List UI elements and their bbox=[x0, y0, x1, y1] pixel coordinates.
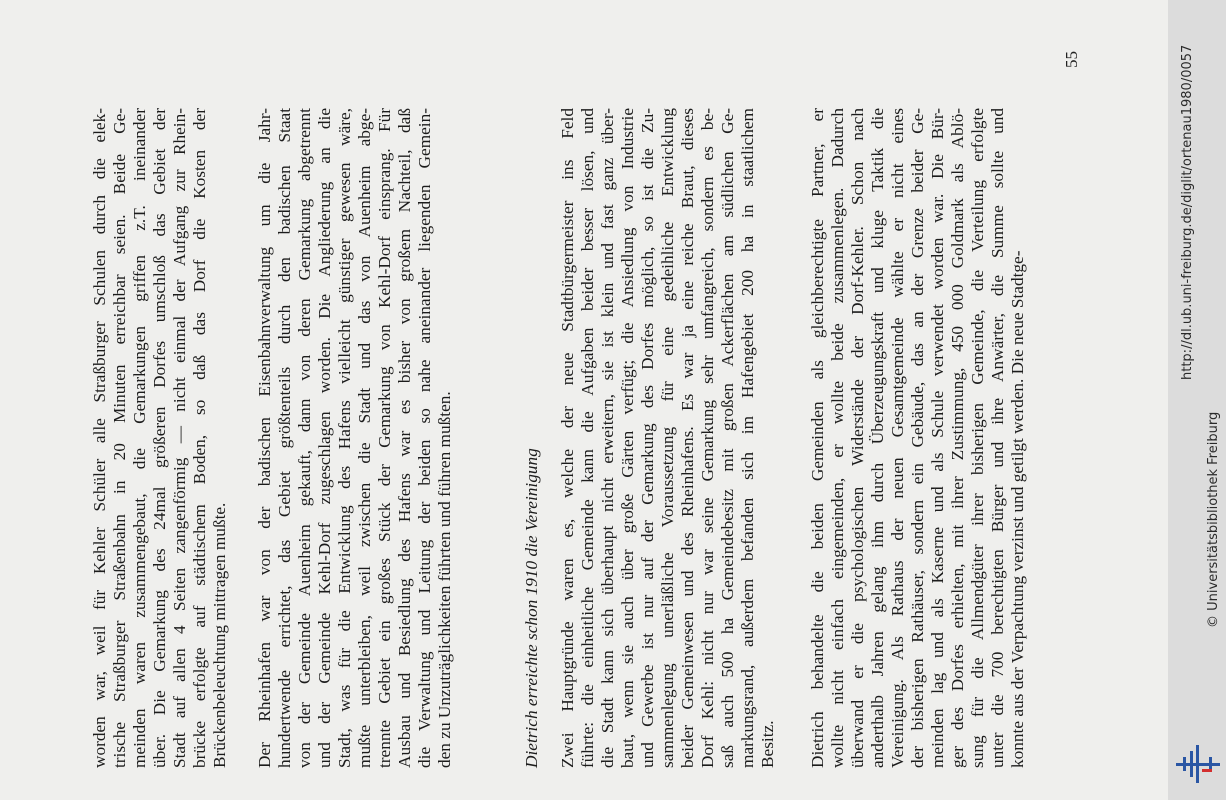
text-line: brücke erfolgte auf städtischem Boden, so daß das Dorf die Kosten der bbox=[190, 108, 209, 768]
text-line: baut, wenn sie auch über große Gärten verfügt; die Ansiedlung von Industrie bbox=[618, 108, 637, 768]
text-line: Dietrich behandelte die beiden Gemeinden als gleichberechtigte Partner, er bbox=[808, 108, 827, 768]
text-line: wollte nicht einfach eingemeinden, er wollte beide zusammenlegen. Dadurch bbox=[828, 108, 847, 768]
text-line: der bisherigen Rathäuser, sondern ein Gebäude, das an der Grenze beider Ge- bbox=[908, 108, 927, 768]
text-line: Stadt auf allen 4 Seiten zangenförmig — nicht einmal der Aufgang zur Rhein- bbox=[170, 108, 189, 768]
text-line: hundertwende errichtet, das Gebiet größtenteils durch den badischen Staat bbox=[275, 108, 294, 768]
text-line: ger des Dorfes erhielten, mit ihrer Zustimmung, 450 000 Goldmark als Ablö- bbox=[948, 108, 967, 768]
text-line: anderthalb Jahren gelang ihm durch Überzeugungskraft und kluge Taktik die bbox=[868, 108, 887, 768]
text-line: überwand er die psychologischen Widerstände der Dorf-Kehler. Schon nach bbox=[848, 108, 867, 768]
text-line: Ausbau und Besiedlung des Hafens war es bisher von großem Nachteil, daß bbox=[395, 108, 414, 768]
section-heading-text: Dietrich erreichte schon 1910 die Vereinigung bbox=[522, 448, 541, 768]
text-line: die Stadt kann sich überhaupt nicht erweitern, sie ist klein und fast ganz über- bbox=[598, 108, 617, 768]
text-line: Zwei Hauptgründe waren es, welche der neue Stadtbürgermeister ins Feld bbox=[558, 108, 577, 768]
text-line: führte: die einheitliche Gemeinde kann die Aufgaben beider besser lösen, und bbox=[578, 108, 597, 768]
text-line: sung für die Allmendgüter ihrer bisherigen Gemeinde, die Verteilung erfolgte bbox=[968, 108, 987, 768]
text-line: Besitz. bbox=[758, 720, 777, 768]
paragraph-2 bbox=[255, 108, 455, 768]
text-line: saß auch 500 ha Gemeindebesitz mit großen Ackerflächen am südlichen Ge- bbox=[718, 108, 737, 768]
text-line: meinden lag und als Kaserne und als Schule verwendet worden war. Die Bür- bbox=[928, 108, 947, 768]
text-line: beider Gemeinwesen und des Rheinhafens. Es war ja eine reiche Braut, dieses bbox=[678, 108, 697, 768]
text-line: Dorf Kehl: nicht nur war seine Gemarkung sehr umfangreich, sondern es be- bbox=[698, 108, 717, 768]
text-line: Brückenbeleuchtung mittragen mußte. bbox=[210, 502, 229, 768]
page-number: 55 bbox=[1062, 51, 1081, 68]
text-line: die Verwaltung und Leitung der beiden so nahe aneinander liegenden Gemein- bbox=[415, 108, 434, 768]
text-line: unter die 700 berechtigten Bürger und ihre Anwärter, die Summe sollte und bbox=[988, 108, 1007, 768]
text-line: trische Straßburger Straßenbahn in 20 Minuten erreichbar seien. Beide Ge- bbox=[110, 108, 129, 768]
paragraph-4 bbox=[808, 108, 1028, 768]
section-heading bbox=[522, 108, 542, 768]
text-line: von der Gemeinde Auenheim gekauft, dann von deren Gemarkung abgetrennt bbox=[295, 108, 314, 768]
paragraph-1 bbox=[90, 108, 230, 768]
paragraph-3 bbox=[558, 108, 778, 768]
text-line: mußte unterbleiben, weil zwischen die Stadt und das von Auenheim abge- bbox=[355, 108, 374, 768]
text-line: konnte aus der Verpachtung verzinst und getilgt werden. Die neue Stadtge- bbox=[1008, 250, 1027, 768]
university-library-logo bbox=[1176, 745, 1220, 783]
text-line: meinden waren zusammengebaut, die Gemarkungen griffen z.T. ineinander bbox=[130, 108, 149, 768]
text-line: trennte Gebiet ein großes Stück der Gemarkung von Kehl-Dorf einsprang. Für bbox=[375, 108, 394, 768]
source-url-link[interactable]: http://dl.ub.uni-freiburg.de/diglit/ortenau1980/0057 bbox=[1180, 44, 1195, 380]
text-line: worden war, weil für Kehler Schüler alle Straßburger Schulen durch die elek- bbox=[90, 108, 109, 768]
copyright-notice: © Universitätsbibliothek Freiburg bbox=[1206, 411, 1221, 628]
text-line: Stadt, was für die Entwicklung des Hafens vielleicht günstiger gewesen wäre, bbox=[335, 108, 354, 768]
rotated-page-content bbox=[90, 51, 1081, 768]
text-line: den zu Unzuträglichkeiten führten und führen mußten. bbox=[435, 391, 454, 768]
text-line: über. Die Gemarkung des 24mal größeren Dorfes umschloß das Gebiet der bbox=[150, 108, 169, 768]
text-line: Vereinigung. Als Rathaus der neuen Gesamtgemeinde wählte er nicht eines bbox=[888, 108, 907, 768]
library-sidebar bbox=[1168, 0, 1226, 800]
text-line: sammenlegung unerläßliche Voraussetzung für eine gedeihliche Entwicklung bbox=[658, 108, 677, 768]
text-line: Der Rheinhafen war von der badischen Eisenbahnverwaltung um die Jahr- bbox=[255, 108, 274, 768]
text-line: und Gewerbe ist nur auf der Gemarkung des Dorfes möglich, so ist die Zu- bbox=[638, 108, 657, 768]
text-line: markungsrand, außerdem befanden sich im Hafengebiet 200 ha in staatlichem bbox=[738, 108, 757, 768]
text-line: und der Gemeinde Kehl-Dorf zugeschlagen worden. Die Angliederung an die bbox=[315, 108, 334, 768]
